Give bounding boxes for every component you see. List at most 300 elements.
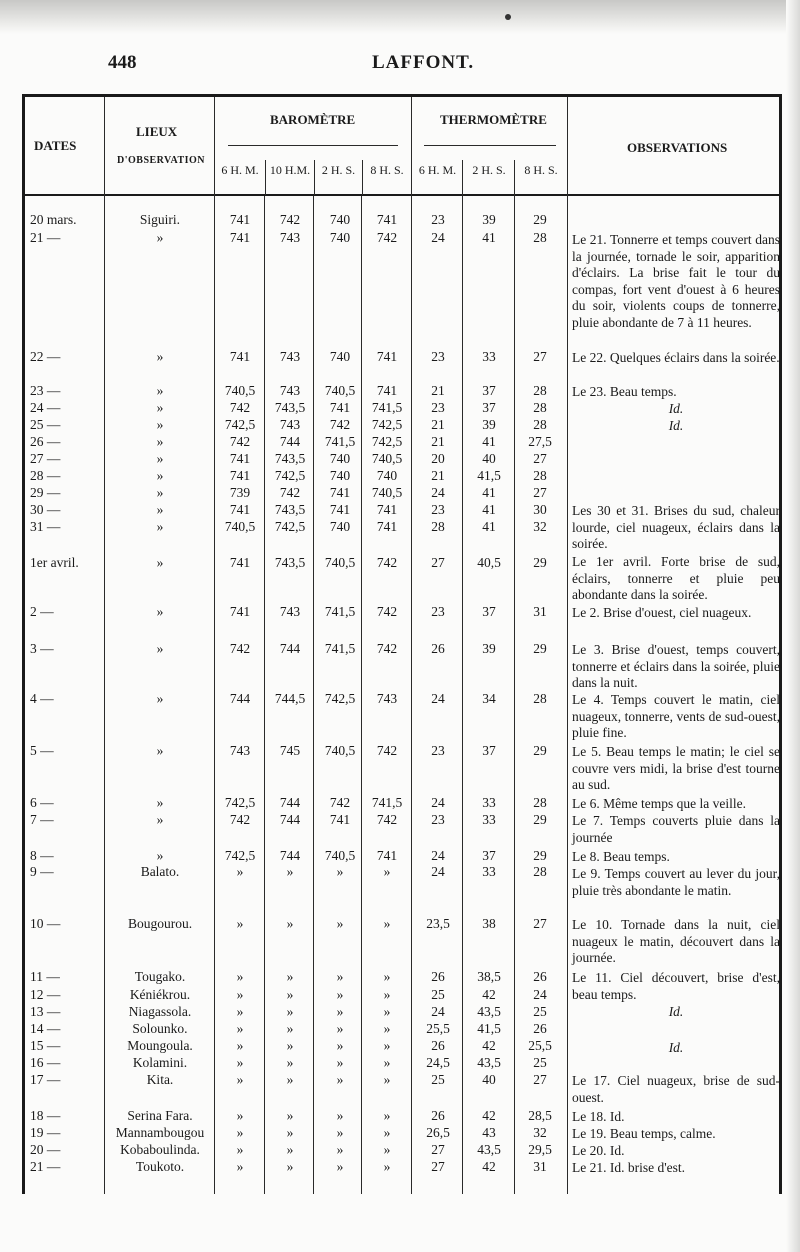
cell-barometre: 740 (329, 468, 351, 483)
observation-text: Id. (668, 418, 684, 433)
thermometre-brace (424, 145, 556, 146)
cell-lieu: » (156, 604, 164, 619)
cell-lieu: » (156, 451, 164, 466)
cell-barometre: 744 (279, 641, 301, 656)
cell-thermometre: 39 (482, 417, 496, 432)
cell-thermometre: 24 (533, 987, 547, 1002)
cell-barometre: » (336, 864, 344, 879)
barometre-brace (228, 145, 398, 146)
cell-thermometre: 28 (533, 864, 547, 879)
cell-barometre: » (336, 1142, 344, 1157)
cell-lieu: » (156, 485, 164, 500)
observation-text: Le 1er avril. Forte brise de sud, éclairs, tonnerre et pluie peu abondante dans la soirée. (572, 554, 780, 602)
cell-barometre: » (383, 1125, 391, 1140)
cell-thermometre: 27 (533, 1072, 547, 1087)
cell-lieu: » (156, 519, 164, 534)
cell-barometre: » (236, 969, 244, 984)
cell-thermometre: 28 (533, 795, 547, 810)
cell-barometre: » (286, 1072, 294, 1087)
cell-barometre: » (286, 1142, 294, 1157)
cell-barometre: 743 (279, 230, 301, 245)
cell-barometre: » (286, 1159, 294, 1174)
cell-thermometre: 26 (533, 1021, 547, 1036)
cell-thermometre: 21 (431, 417, 445, 432)
header-thermometre: THERMOMÈTRE (440, 112, 547, 127)
cell-thermometre: 39 (482, 641, 496, 656)
cell-thermometre: 38,5 (477, 969, 501, 984)
cell-barometre: » (383, 1159, 391, 1174)
cell-thermometre: 41 (482, 434, 496, 449)
cell-thermometre: 26 (533, 969, 547, 984)
observation-text: Le 2. Brise d'ouest, ciel nuageux. (572, 605, 752, 620)
cell-thermometre: 25,5 (528, 1038, 552, 1053)
cell-barometre: 742 (376, 604, 398, 619)
cell-thermometre: 23,5 (426, 916, 450, 931)
cell-barometre: 742,5 (224, 848, 256, 863)
header-observations: OBSERVATIONS (627, 140, 728, 155)
cell-date: 23 — (30, 383, 61, 398)
cell-barometre: 742 (376, 812, 398, 827)
cell-thermometre: 42 (482, 1038, 496, 1053)
cell-barometre: » (236, 1125, 244, 1140)
cell-barometre: » (236, 1004, 244, 1019)
cell-barometre: » (336, 1125, 344, 1140)
cell-thermometre: 43 (482, 1125, 496, 1140)
cell-barometre: 740,5 (224, 519, 256, 534)
cell-date: 15 — (30, 1038, 61, 1053)
table-row (0, 434, 800, 450)
cell-thermometre: 26 (431, 1038, 445, 1053)
cell-lieu: Solounko. (132, 1021, 188, 1036)
table-row (0, 451, 800, 467)
cell-barometre: » (236, 1072, 244, 1087)
cell-barometre: 740 (329, 349, 351, 364)
cell-thermometre: 41 (482, 230, 496, 245)
cell-barometre: » (383, 987, 391, 1002)
cell-barometre: » (336, 1004, 344, 1019)
cell-thermometre: 24 (431, 230, 445, 245)
header-rule (22, 194, 782, 196)
cell-thermometre: 27 (431, 1159, 445, 1174)
cell-lieu: Toukoto. (135, 1159, 185, 1174)
cell-date: 18 — (30, 1108, 61, 1123)
cell-barometre: » (336, 1072, 344, 1087)
scan-shadow (0, 0, 800, 34)
cell-date: 7 — (30, 812, 54, 827)
cell-thermometre: 25 (533, 1004, 547, 1019)
cell-barometre: 743,5 (274, 555, 306, 570)
cell-barometre: 740 (329, 212, 351, 227)
cell-thermometre: 20 (431, 451, 445, 466)
cell-date: 28 — (30, 468, 61, 483)
cell-thermometre: 29,5 (528, 1142, 552, 1157)
cell-barometre: 742 (376, 641, 398, 656)
cell-thermometre: 37 (482, 848, 496, 863)
cell-barometre: 741 (376, 848, 398, 863)
cell-barometre: 743 (279, 383, 301, 398)
cell-thermometre: 37 (482, 604, 496, 619)
cell-thermometre: 25 (431, 987, 445, 1002)
cell-thermometre: 28 (533, 468, 547, 483)
header-b-6m: 6 H. M. (221, 163, 259, 177)
cell-date: 16 — (30, 1055, 61, 1070)
cell-barometre: 740,5 (324, 848, 356, 863)
cell-thermometre: 25 (431, 1072, 445, 1087)
cell-thermometre: 26 (431, 641, 445, 656)
cell-thermometre: 28 (533, 400, 547, 415)
observation-text: Le 18. Id. (572, 1109, 625, 1124)
cell-barometre: » (336, 969, 344, 984)
cell-lieu: » (156, 400, 164, 415)
cell-lieu: » (156, 743, 164, 758)
cell-thermometre: 40 (482, 1072, 496, 1087)
cell-barometre: » (236, 916, 244, 931)
header-b-10m: 10 H.M. (269, 163, 311, 177)
cell-barometre: » (236, 987, 244, 1002)
cell-barometre: » (286, 916, 294, 931)
cell-lieu: » (156, 848, 164, 863)
table-row (0, 212, 800, 228)
cell-thermometre: 40 (482, 451, 496, 466)
cell-thermometre: 23 (431, 812, 445, 827)
cell-date: 29 — (30, 485, 61, 500)
cell-barometre: 741 (329, 812, 351, 827)
cell-lieu: Kéniékrou. (129, 987, 191, 1002)
cell-barometre: 744 (279, 812, 301, 827)
cell-barometre: 741 (376, 502, 398, 517)
cell-thermometre: 30 (533, 502, 547, 517)
header-t-8s: 8 H. S. (524, 163, 558, 177)
cell-barometre: » (236, 1142, 244, 1157)
cell-barometre: » (236, 1038, 244, 1053)
cell-barometre: 740,5 (371, 451, 403, 466)
cell-barometre: 743 (279, 604, 301, 619)
cell-date: 6 — (30, 795, 54, 810)
cell-thermometre: 21 (431, 383, 445, 398)
cell-barometre: » (383, 1004, 391, 1019)
cell-thermometre: 24 (431, 795, 445, 810)
cell-date: 10 — (30, 916, 61, 931)
observation-text: Le 20. Id. (572, 1143, 625, 1158)
cell-date: 30 — (30, 502, 61, 517)
cell-lieu: » (156, 795, 164, 810)
cell-thermometre: 26 (431, 969, 445, 984)
cell-date: 5 — (30, 743, 54, 758)
cell-barometre: 741 (376, 519, 398, 534)
cell-thermometre: 25 (533, 1055, 547, 1070)
cell-thermometre: 37 (482, 743, 496, 758)
table-row (0, 485, 800, 501)
cell-barometre: » (383, 1108, 391, 1123)
cell-barometre: 741 (229, 468, 251, 483)
cell-barometre: 742 (229, 641, 251, 656)
cell-thermometre: 24 (431, 848, 445, 863)
cell-thermometre: 42 (482, 1159, 496, 1174)
cell-barometre: 742 (229, 434, 251, 449)
cell-barometre: 741 (229, 604, 251, 619)
cell-lieu: » (156, 383, 164, 398)
cell-date: 14 — (30, 1021, 61, 1036)
cell-thermometre: 24,5 (426, 1055, 450, 1070)
cell-barometre: » (383, 969, 391, 984)
observation-text: Le 9. Temps couvert au lever du jour, pluie très abondante le matin. (572, 866, 780, 898)
cell-thermometre: 38 (482, 916, 496, 931)
cell-thermometre: 31 (533, 604, 547, 619)
observation-text: Le 8. Beau temps. (572, 849, 670, 864)
cell-barometre: 743 (229, 743, 251, 758)
cell-barometre: » (236, 1108, 244, 1123)
cell-barometre: » (286, 1038, 294, 1053)
cell-thermometre: 27 (533, 485, 547, 500)
cell-barometre: » (336, 1055, 344, 1070)
ink-dot (505, 14, 511, 20)
cell-barometre: 741 (329, 400, 351, 415)
cell-thermometre: 29 (533, 212, 547, 227)
cell-barometre: 740,5 (224, 383, 256, 398)
cell-barometre: 743 (279, 417, 301, 432)
cell-thermometre: 32 (533, 1125, 547, 1140)
cell-thermometre: 29 (533, 743, 547, 758)
cell-lieu: Kita. (146, 1072, 174, 1087)
cell-barometre: » (286, 987, 294, 1002)
cell-thermometre: 28,5 (528, 1108, 552, 1123)
cell-barometre: 742 (329, 417, 351, 432)
cell-barometre: 743,5 (274, 451, 306, 466)
table-top-border (22, 94, 782, 97)
cell-thermometre: 40,5 (477, 555, 501, 570)
cell-lieu: Siguiri. (139, 212, 181, 227)
cell-date: 21 — (30, 1159, 61, 1174)
observation-text: Les 30 et 31. Brises du sud, chaleur lourde, ciel nuageux, éclairs dans la soirée. (572, 503, 780, 551)
cell-lieu: » (156, 349, 164, 364)
cell-barometre: » (336, 987, 344, 1002)
cell-barometre: » (236, 864, 244, 879)
table-row (0, 1021, 800, 1037)
cell-barometre: 740 (376, 468, 398, 483)
cell-barometre: » (286, 969, 294, 984)
cell-date: 12 — (30, 987, 61, 1002)
observation-text: Le 22. Quelques éclairs dans la soirée. (572, 350, 780, 365)
cell-thermometre: 29 (533, 641, 547, 656)
cell-barometre: » (286, 1125, 294, 1140)
cell-barometre: 740,5 (324, 555, 356, 570)
cell-lieu: » (156, 641, 164, 656)
cell-lieu: » (156, 230, 164, 245)
cell-barometre: » (286, 1055, 294, 1070)
cell-lieu: » (156, 468, 164, 483)
cell-thermometre: 28 (431, 519, 445, 534)
cell-thermometre: 28 (533, 417, 547, 432)
header-dates: DATES (34, 138, 77, 153)
cell-thermometre: 41,5 (477, 1021, 501, 1036)
observation-text: Le 5. Beau temps le matin; le ciel se couvre vers midi, la brise d'est tourne au sud. (572, 744, 780, 792)
cell-barometre: 741 (229, 349, 251, 364)
cell-thermometre: 27 (533, 349, 547, 364)
cell-barometre: 742,5 (324, 691, 356, 706)
cell-barometre: 743,5 (274, 400, 306, 415)
cell-barometre: 739 (229, 485, 251, 500)
cell-thermometre: 43,5 (477, 1142, 501, 1157)
header-b-8s: 8 H. S. (370, 163, 404, 177)
cell-barometre: 744 (279, 795, 301, 810)
cell-barometre: 742 (229, 812, 251, 827)
cell-barometre: » (383, 1072, 391, 1087)
cell-barometre: » (336, 1038, 344, 1053)
cell-thermometre: 29 (533, 812, 547, 827)
cell-thermometre: 41 (482, 519, 496, 534)
cell-thermometre: 24 (431, 1004, 445, 1019)
cell-thermometre: 24 (431, 864, 445, 879)
cell-thermometre: 23 (431, 349, 445, 364)
cell-thermometre: 42 (482, 987, 496, 1002)
running-head: LAFFONT. (372, 52, 475, 73)
observation-text: Le 23. Beau temps. (572, 384, 677, 399)
cell-thermometre: 37 (482, 383, 496, 398)
cell-date: 24 — (30, 400, 61, 415)
cell-thermometre: 27 (533, 451, 547, 466)
cell-date: 26 — (30, 434, 61, 449)
cell-thermometre: 41,5 (477, 468, 501, 483)
cell-lieu: Balato. (140, 864, 180, 879)
header-t-6m: 6 H. M. (418, 163, 457, 177)
cell-barometre: 742 (229, 400, 251, 415)
cell-lieu: » (156, 417, 164, 432)
cell-thermometre: 23 (431, 743, 445, 758)
cell-lieu: Mannambougou (115, 1125, 205, 1140)
cell-barometre: 741,5 (371, 795, 403, 810)
cell-barometre: 741 (376, 212, 398, 227)
cell-barometre: 742,5 (371, 417, 403, 432)
cell-thermometre: 41 (482, 485, 496, 500)
cell-thermometre: 28 (533, 383, 547, 398)
cell-thermometre: 43,5 (477, 1004, 501, 1019)
cell-thermometre: 43,5 (477, 1055, 501, 1070)
observation-text: Le 21. Id. brise d'est. (572, 1160, 686, 1175)
cell-barometre: 741,5 (324, 604, 356, 619)
cell-thermometre: 27 (431, 1142, 445, 1157)
cell-barometre: 744 (229, 691, 251, 706)
cell-thermometre: 23 (431, 604, 445, 619)
cell-thermometre: 29 (533, 555, 547, 570)
cell-date: 1er avril. (30, 555, 79, 570)
cell-date: 20 mars. (30, 212, 77, 227)
cell-thermometre: 24 (431, 485, 445, 500)
cell-lieu: Serina Fara. (127, 1108, 193, 1123)
cell-barometre: » (236, 1159, 244, 1174)
cell-thermometre: 28 (533, 230, 547, 245)
cell-lieu: Bougourou. (127, 916, 193, 931)
cell-thermometre: 23 (431, 502, 445, 517)
observation-text: Le 17. Ciel nuageux, brise de sud-ouest. (572, 1073, 780, 1105)
cell-barometre: » (336, 1159, 344, 1174)
cell-barometre: 744 (279, 848, 301, 863)
cell-date: 22 — (30, 349, 61, 364)
cell-barometre: 741 (229, 212, 251, 227)
cell-barometre: 741,5 (371, 400, 403, 415)
cell-barometre: 741,5 (324, 434, 356, 449)
cell-barometre: 742,5 (371, 434, 403, 449)
cell-barometre: 744,5 (274, 691, 306, 706)
cell-barometre: 741,5 (324, 641, 356, 656)
cell-barometre: 740 (329, 451, 351, 466)
cell-lieu: » (156, 502, 164, 517)
cell-barometre: » (286, 1108, 294, 1123)
cell-barometre: 744 (279, 434, 301, 449)
header-barometre: BAROMÈTRE (270, 112, 356, 127)
observation-text: Le 11. Ciel découvert, brise d'est, beau temps. (572, 970, 780, 1002)
cell-thermometre: 34 (482, 691, 496, 706)
cell-date: 11 — (30, 969, 60, 984)
cell-lieu: » (156, 812, 164, 827)
cell-thermometre: 23 (431, 212, 445, 227)
table-row (0, 1055, 800, 1071)
observation-text: Le 4. Temps couvert le matin, ciel nuageux, tonnerre, vents de sud-ouest, pluie fine. (572, 692, 780, 740)
cell-barometre: 741 (376, 383, 398, 398)
observation-text: Id. (668, 1004, 684, 1019)
cell-barometre: 741 (329, 502, 351, 517)
cell-thermometre: 27 (431, 555, 445, 570)
table-row (0, 468, 800, 484)
cell-barometre: » (236, 1055, 244, 1070)
observation-text: Le 7. Temps couverts pluie dans la journée (572, 813, 780, 845)
cell-barometre: » (336, 1108, 344, 1123)
cell-barometre: 741 (329, 485, 351, 500)
cell-barometre: 741 (376, 349, 398, 364)
cell-barometre: » (286, 864, 294, 879)
cell-date: 20 — (30, 1142, 61, 1157)
cell-barometre: 743 (376, 691, 398, 706)
cell-barometre: » (336, 916, 344, 931)
cell-barometre: » (286, 1004, 294, 1019)
cell-thermometre: 26 (431, 1108, 445, 1123)
cell-barometre: » (336, 1021, 344, 1036)
cell-barometre: 740,5 (324, 743, 356, 758)
cell-date: 4 — (30, 691, 54, 706)
cell-barometre: 742 (329, 795, 351, 810)
cell-barometre: 743 (279, 349, 301, 364)
observation-text: Le 6. Même temps que la veille. (572, 796, 746, 811)
cell-thermometre: 24 (431, 691, 445, 706)
cell-barometre: » (383, 1055, 391, 1070)
cell-barometre: 743,5 (274, 502, 306, 517)
cell-thermometre: 41 (482, 502, 496, 517)
cell-thermometre: 23 (431, 400, 445, 415)
cell-barometre: 741 (229, 230, 251, 245)
cell-barometre: 740,5 (371, 485, 403, 500)
cell-date: 3 — (30, 641, 54, 656)
cell-thermometre: 33 (482, 795, 496, 810)
cell-thermometre: 27 (533, 916, 547, 931)
cell-date: 2 — (30, 604, 54, 619)
cell-barometre: » (236, 1021, 244, 1036)
cell-thermometre: 21 (431, 468, 445, 483)
cell-date: 31 — (30, 519, 61, 534)
header-t-2s: 2 H. S. (472, 163, 506, 177)
cell-barometre: 742,5 (274, 468, 306, 483)
cell-date: 21 — (30, 230, 61, 245)
observation-text: Le 3. Brise d'ouest, temps couvert, tonnerre et éclairs dans la soirée, pluie dans la nuit. (572, 642, 780, 690)
cell-barometre: 742 (376, 555, 398, 570)
cell-barometre: » (286, 1021, 294, 1036)
cell-barometre: 742,5 (224, 417, 256, 432)
cell-thermometre: 39 (482, 212, 496, 227)
cell-thermometre: 33 (482, 864, 496, 879)
cell-barometre: 742 (376, 230, 398, 245)
cell-date: 9 — (30, 864, 54, 879)
cell-date: 13 — (30, 1004, 61, 1019)
cell-date: 8 — (30, 848, 54, 863)
cell-barometre: 741 (229, 555, 251, 570)
